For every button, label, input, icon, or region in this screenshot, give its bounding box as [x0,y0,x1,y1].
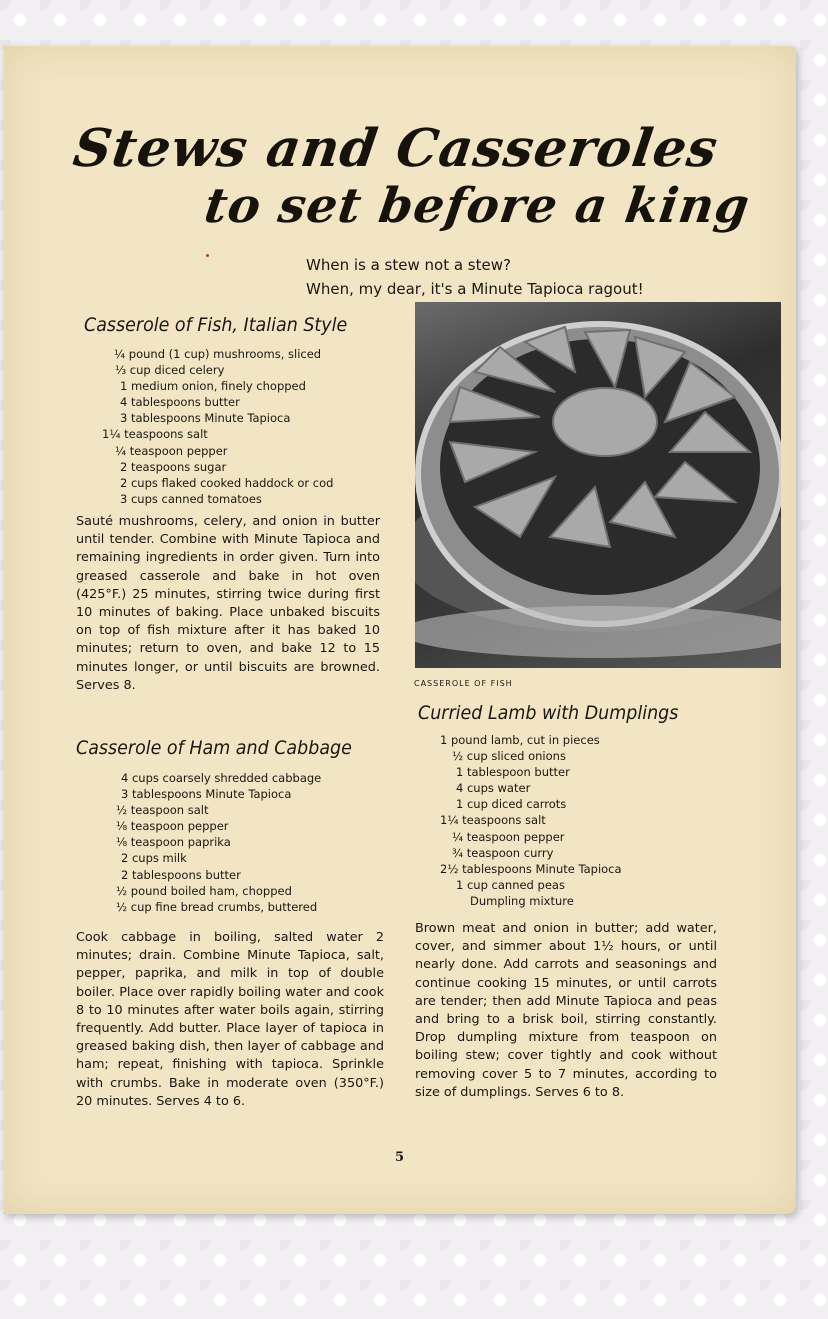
ingredient-item: ½ pound boiled ham, chopped [116,883,292,898]
ingredient-item: 2 cups flaked cooked haddock or cod [120,475,334,490]
ingredient-item: ⅓ cup diced celery [115,363,225,378]
ingredient-item: 1¼ teaspoons salt [102,427,208,442]
ingredient-list-fish [102,346,334,507]
ingredient-item: 3 tablespoons Minute Tapioca [120,411,291,426]
ingredient-item: 4 cups coarsely shredded cabbage [121,771,322,785]
ingredient-item: ¾ teaspoon curry [452,845,554,860]
ingredient-item: 3 cups canned tomatoes [120,491,262,506]
ink-speck [206,254,209,257]
ingredient-item: 3 tablespoons Minute Tapioca [121,787,292,802]
ingredient-item: 2½ tablespoons Minute Tapioca [440,861,622,876]
ingredient-list-lamb [440,732,622,909]
page-title-line-2: to set before a king [201,178,754,234]
casserole-illustration [415,302,781,668]
ingredient-item: 2 tablespoons butter [121,867,241,882]
ingredient-list-ham [116,770,321,915]
ingredient-item: 2 teaspoons sugar [120,459,227,474]
recipe-directions-lamb: Brown meat and onion in butter; add water, cover, and simmer about 1½ hours, or until nearly done. Add carrots and seasonings and continue cooking 15 minutes, or until carrots are tender; then add Minute Tapioca and peas and bring to a brisk boil, stirring constantly. Drop dumpling mixture from teaspoon on boiling stew; cover tightly and cook without removing cover 5 to 7 minutes, according to size of dumplings. Serves 6 to 8. [415,921,717,1100]
ingredient-item: 2 cups milk [121,851,187,866]
recipe-title-lamb: Curried Lamb with Dumplings [418,702,679,724]
ingredient-item: ½ cup sliced onions [452,749,566,764]
ingredient-item: 1 medium onion, finely chopped [120,379,306,394]
recipe-title-fish: Casserole of Fish, Italian Style [84,314,348,336]
ingredient-item: ⅛ teaspoon paprika [116,835,231,850]
recipe-directions-ham: Cook cabbage in boiling, salted water 2 minutes; drain. Combine Minute Tapioca, salt, pepper, paprika, and milk in top of double boiler. Place over rapidly boiling water and cook 8 to 10 minutes after water boils again, stirring frequently. Add butter. Place layer of tapioca in greased baking dish, then layer of cabbage and ham; repeat, finishing with tapioca. Sprinkle with crumbs. Bake in moderate oven (350°F.) 20 minutes. Serves 4 to 6. [76,930,384,1109]
ingredient-item: ½ teaspoon salt [116,803,209,818]
ingredient-item: ¼ pound (1 cup) mushrooms, sliced [114,347,322,361]
ingredient-item: ¼ teaspoon pepper [452,829,565,844]
ingredient-item: 1 cup canned peas [456,877,565,892]
ingredient-item: 4 tablespoons butter [120,395,240,410]
ingredient-item: 4 cups water [456,781,531,796]
ingredient-item: ⅛ teaspoon pepper [116,819,229,834]
tagline-line-2: When, my dear, it's a Minute Tapioca ragout! [306,280,644,298]
ingredient-item: 1 cup diced carrots [456,797,567,812]
ingredient-item: 1 tablespoon butter [456,765,570,780]
ingredient-item: Dumpling mixture [470,893,574,908]
photo-caption: CASSEROLE OF FISH [414,679,513,688]
page-title-line-1: Stews and Casseroles [69,118,722,179]
recipe-title-ham: Casserole of Ham and Cabbage [76,737,352,759]
casserole-photo [415,302,781,668]
page-number: 5 [395,1150,405,1165]
ingredient-item: ¼ teaspoon pepper [115,443,228,458]
tagline-line-1: When is a stew not a stew? [306,256,511,274]
recipe-directions-fish: Sauté mushrooms, celery, and onion in butter until tender. Combine with Minute Tapioca and remaining ingredients in order given. Turn into greased casserole and bake in hot oven (425°F.) 25 minutes, stirring twice during first 10 minutes of baking. Place unbaked biscuits on top of fish mixture after it has baked 10 minutes; return to oven, and bake 12 to 15 minutes longer, or until biscuits are browned. Serves 8. [76,514,380,693]
ingredient-item: 1¼ teaspoons salt [440,813,546,828]
ingredient-item: 1 pound lamb, cut in pieces [440,733,600,747]
ingredient-item: ½ cup fine bread crumbs, buttered [116,899,318,914]
